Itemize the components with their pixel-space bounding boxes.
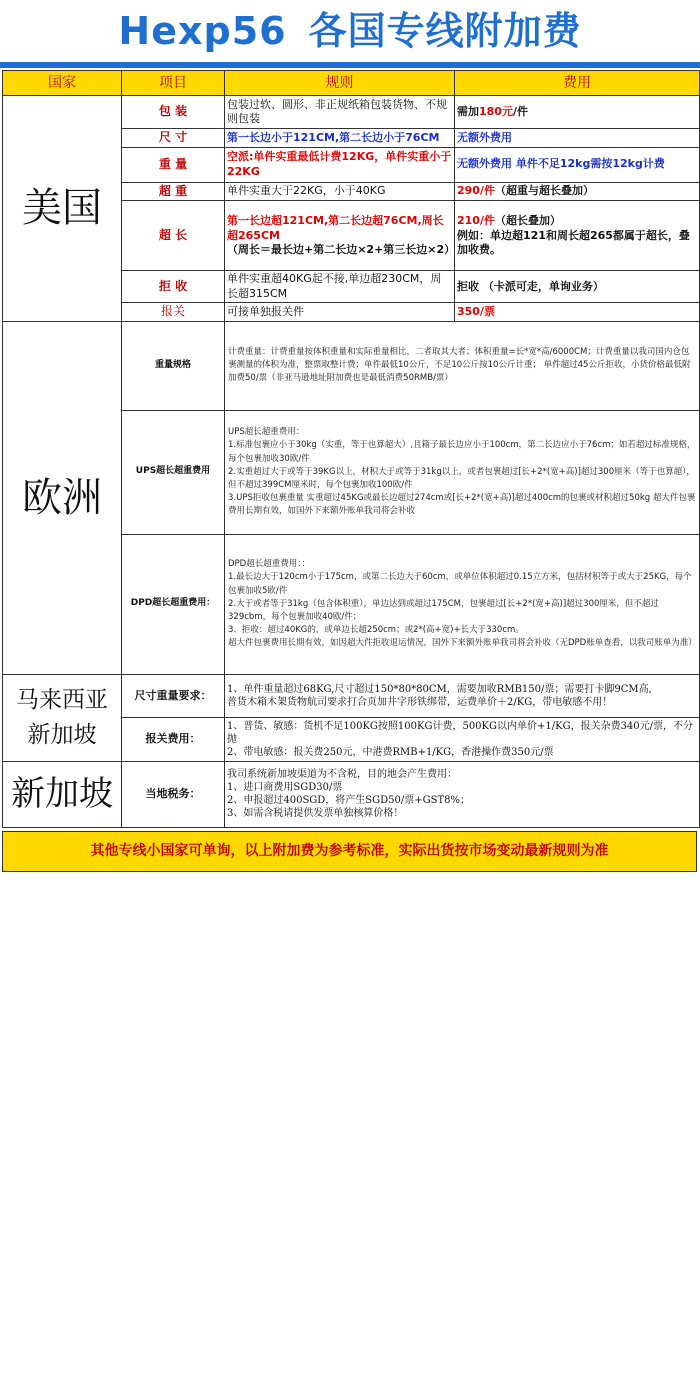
table-row — [3, 321, 700, 410]
rule-reject: 单件实重超40KG起不接,单边超230CM，周长超315CM — [225, 271, 455, 303]
rule-size: 第一长边小于121CM,第二长边小于76CM — [225, 129, 455, 148]
item-local-tax: 当地税务： — [122, 761, 225, 827]
title-text: 各国专线附加费 — [308, 9, 582, 53]
country-usa: 美国 — [3, 96, 122, 322]
rule-dpd: DPD超长超重费用：： 1.最长边大于120cm小于175cm，或第二长边大于60cm，或单位体积超过0.15立方米，包括材积等于或大于25KG，每个包裹加收5欧/件 2.大于或者等于31kg（包含体积重），单边达到或超过175CM，包裹超过[长+2*(宽+高)]超过300厘米，但不超过329cbm，每个包裹加收40欧/件； 3、拒收：超过40KG的，或单边长超250cm；或2*(高+宽)+长大于330cm。 超大件包裹费用长期有效，如因超大件拒收退运情况，国外下来额外账单我司将会补收（无DPD账单查看，以我司账单为准） — [225, 534, 700, 674]
item-overlength: 超 长 — [122, 201, 225, 271]
item-overweight: 超 重 — [122, 182, 225, 201]
fee-reject: 拒收 （卡派可走，单询业务） — [455, 271, 700, 303]
rule-customs-fee: 1、普货、敏感：货机不足100KG按照100KG计费，500KG以内单价+1/KG，报关杂费340元/票，不分抛 2、带电敏感：报关费250元，中港费RMB+1/KG，香港操作费350元/票 — [225, 717, 700, 761]
rule-ups: UPS超长超重费用： 1.标准包裹应小于30kg（实重，等于也算超大）,且箱子最长边应小于100cm，第二长边应小于76cm；如若超过标准规格，每个包裹加收30欧/件 2.实重超过大于或等于39KG以上，材积大于或等于31kg以上，或者包裹超过[长+2*(宽+高)]超过300厘米（等于也算超），但不超过399CM厘米时，每个包裹加收100欧/件 3.UPS拒收包裹重量 实重超过45KG或最长边超过274cm或[长+2*(宽+高)]超过400cm的包裹或材积超过50kg 超大件包裹费用长期有效，如国外下来额外账单我司将会补收 — [225, 410, 700, 534]
rule-weight-spec: 计费重量：计费重量按体积重量和实际重量相比，二者取其大者；体积重量=长*宽*高/6000CM；计费重量以我司国内仓包裹测量的体积为准，整票取整计费；单件最低10公斤，不足10公斤按10公斤计重； 单件超过45公斤拒收，小货价格最低附加费50/票（非亚马逊地址附加费也是最低消费50RMB/票） — [225, 321, 700, 410]
fee-size: 无额外费用 — [455, 129, 700, 148]
table-row — [3, 761, 700, 827]
table-header — [3, 71, 700, 96]
country-europe: 欧洲 — [3, 321, 122, 674]
rule-customs: 可接单独报关件 — [225, 303, 455, 322]
header-fee: 费用 — [455, 71, 700, 96]
country-malaysia: 马来西亚 新加坡 — [3, 674, 122, 761]
fee-overlength: 210/件（超长叠加） 例如：单边超121和周长超265都属于超长，叠加收费。 — [455, 201, 700, 271]
rule-overlength: 第一长边超121CM,第二长边超76CM,周长超265CM （周长＝最长边+第二长边×2+第三长边×2） — [225, 201, 455, 271]
item-customs: 报关 — [122, 303, 225, 322]
item-reject: 拒 收 — [122, 271, 225, 303]
fee-weight: 无额外费用 单件不足12kg需按12kg计费 — [455, 147, 700, 182]
page-title — [0, 0, 700, 62]
rule-local-tax: 我司系统新加坡渠道为不含税，目的地会产生费用： 1、进口商费用SGD30/票 2、申报超过400SGD，将产生SGD50/票+GST8%； 3、如需含税请提供发票单独核算价格！ — [225, 761, 700, 827]
country-singapore: 新加坡 — [3, 761, 122, 827]
item-customs-fee: 报关费用： — [122, 717, 225, 761]
surcharge-table — [2, 70, 700, 828]
footer-note: 其他专线小国家可单询，以上附加费为参考标准，实际出货按市场变动最新规则为准 — [2, 831, 697, 872]
table-row — [3, 674, 700, 717]
brand-name: Hexp56 — [118, 9, 287, 53]
item-packaging: 包 装 — [122, 96, 225, 129]
item-size: 尺 寸 — [122, 129, 225, 148]
title-underline — [0, 62, 700, 68]
rule-overweight: 单件实重大于22KG，小于40KG — [225, 182, 455, 201]
header-country: 国家 — [3, 71, 122, 96]
rule-size-weight: 1、单件重量超过68KG,尺寸超过150*80*80CM，需要加收RMB150/票；需要打卡脚9CM高, 普货木箱木架货物航司要求打合页加井字形铁绑带，运费单价＋2/KG，带电敏感不用！ — [225, 674, 700, 717]
rule-packaging: 包装过软、圆形、非正规纸箱包装货物、不规则包装 — [225, 96, 455, 129]
item-dpd: DPD超长超重费用： — [122, 534, 225, 674]
header-rule: 规则 — [225, 71, 455, 96]
fee-overweight: 290/件（超重与超长叠加） — [455, 182, 700, 201]
table-row — [3, 96, 700, 129]
item-ups: UPS超长超重费用 — [122, 410, 225, 534]
fee-customs: 350/票 — [455, 303, 700, 322]
fee-packaging: 需加180元/件 — [455, 96, 700, 129]
rule-weight: 空派:单件实重最低计费12KG，单件实重小于22KG — [225, 147, 455, 182]
item-size-weight: 尺寸重量要求： — [122, 674, 225, 717]
header-item: 项目 — [122, 71, 225, 96]
item-weight-spec: 重量规格 — [122, 321, 225, 410]
item-weight: 重 量 — [122, 147, 225, 182]
